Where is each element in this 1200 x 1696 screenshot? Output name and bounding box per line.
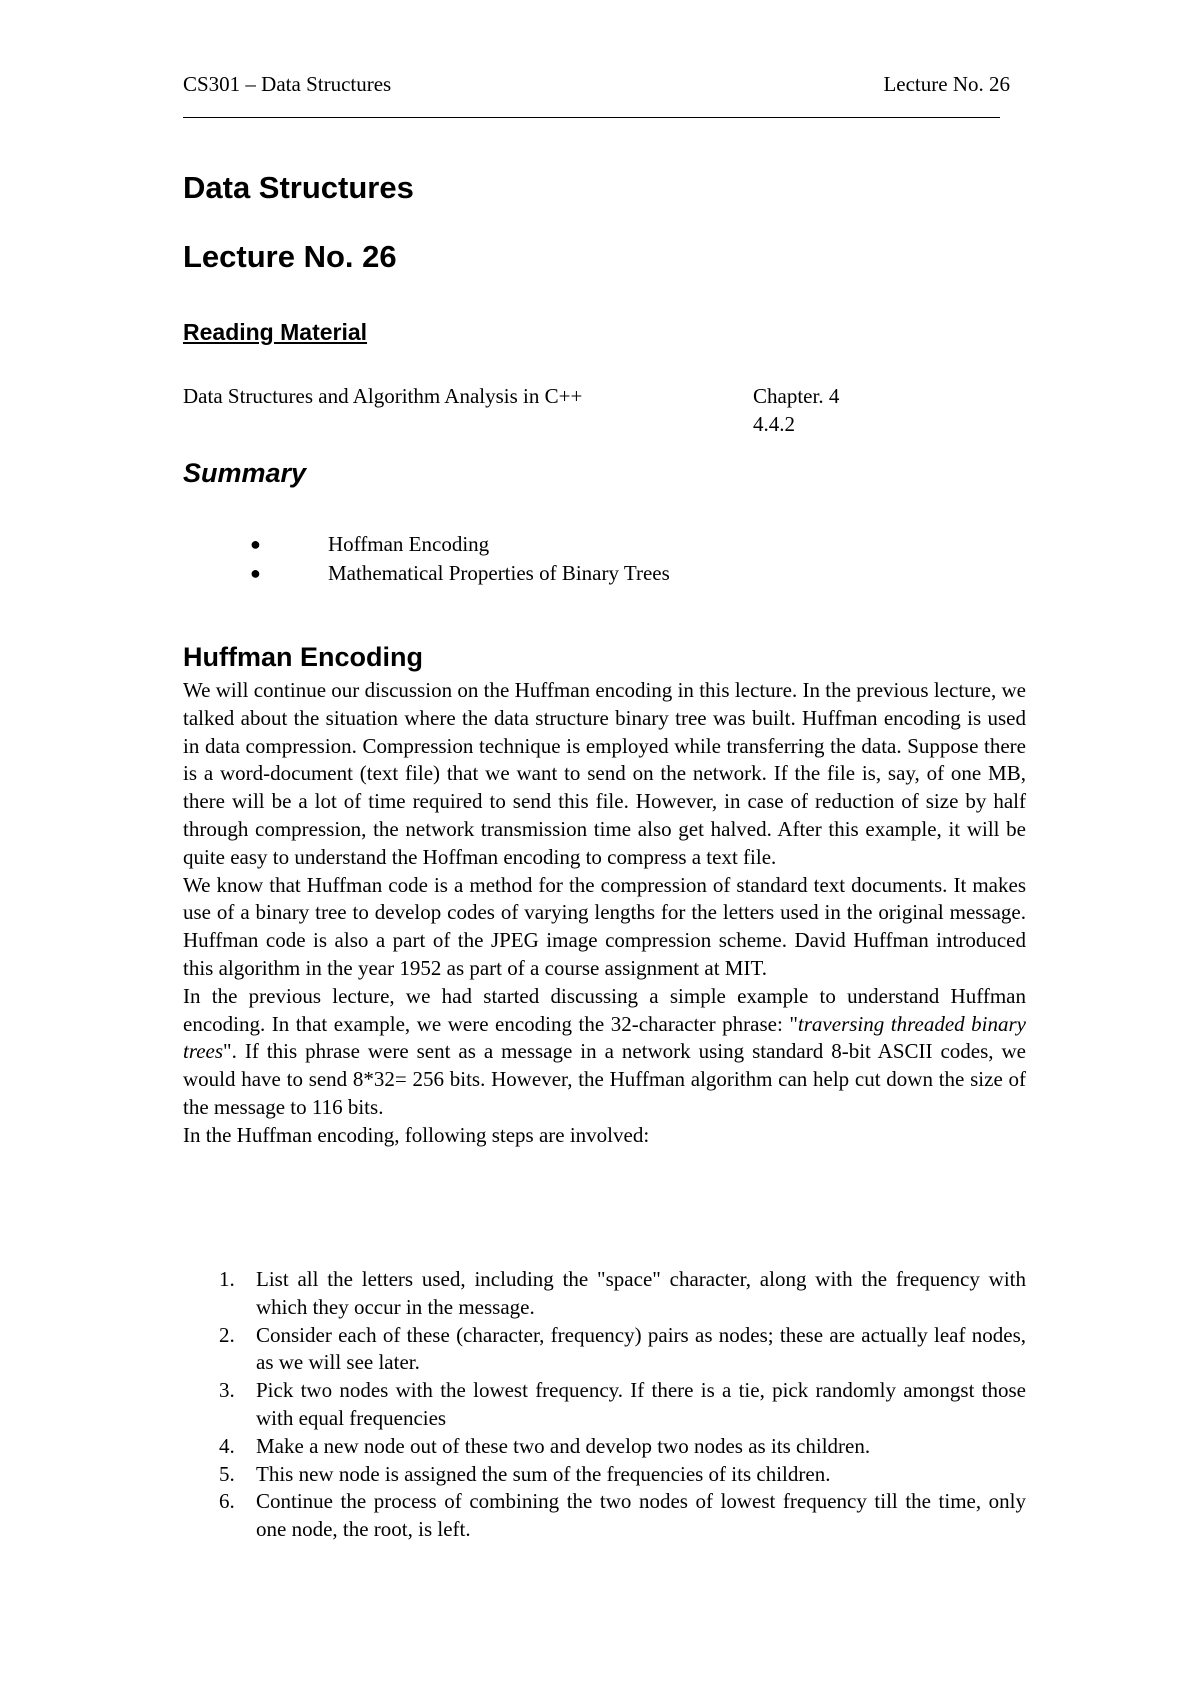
reading-book: Data Structures and Algorithm Analysis in C++ bbox=[183, 384, 583, 408]
paragraph: In the previous lecture, we had started discussing a simple example to understand Huffman encoding. In that example, we were encoding the 32-character phrase: "traversing threaded binary trees". If this phrase were sent as a message in a network using standard 8-bit ASCII codes, we would have to send 8*32= 256 bits. However, the Huffman algorithm can help cut down the size of the message to 116 bits. bbox=[183, 983, 1027, 1119]
huffman-heading: Huffman Encoding bbox=[183, 642, 423, 672]
example-phrase: traversing threaded binary trees bbox=[183, 1011, 1027, 1064]
bullet-icon: ● bbox=[250, 563, 261, 583]
step-item: 6. Continue the process of combining the two nodes of lowest frequency till the time, only one node, the root, is left. bbox=[219, 1489, 1026, 1542]
step-item: 3. Pick two nodes with the lowest frequency. If there is a tie, pick randomly amongst those with equal frequencies bbox=[219, 1378, 1026, 1430]
reading-section: 4.4.2 bbox=[753, 412, 795, 436]
paragraph: In the Huffman encoding, following steps are involved: bbox=[183, 1122, 650, 1147]
header-course: CS301 – Data Structures bbox=[183, 72, 392, 96]
summary-item: ● Mathematical Properties of Binary Trees bbox=[183, 559, 670, 588]
header-rule bbox=[183, 117, 1000, 118]
reading-chapter: Chapter. 4 bbox=[753, 384, 840, 408]
reading-material-heading: Reading Material bbox=[183, 319, 368, 345]
summary-item: ● Hoffman Encoding bbox=[183, 530, 670, 559]
steps-list bbox=[183, 1266, 1026, 1544]
step-item: 5. This new node is assigned the sum of the frequencies of its children. bbox=[219, 1461, 831, 1486]
paragraph: We know that Huffman code is a method for the compression of standard text documents. It makes use of a binary tree to develop codes of varying lengths for the letters used in the original message. Huffman code is also a part of the JPEG image compression scheme. David Huffman introduced this algorithm in the year 1952 as part of a course assignment at MIT. bbox=[183, 872, 1026, 980]
step-item: 2. Consider each of these (character, frequency) pairs as nodes; these are actually leaf nodes, as we will see later. bbox=[219, 1322, 1026, 1375]
bullet-icon: ● bbox=[250, 534, 261, 554]
step-item: 1. List all the letters used, including the "space" character, along with the frequency with which they occur in the message. bbox=[219, 1267, 1026, 1319]
lecture-title: Lecture No. 26 bbox=[183, 239, 397, 274]
summary-list bbox=[183, 530, 670, 588]
summary-heading: Summary bbox=[183, 458, 307, 488]
page-header bbox=[183, 72, 1010, 97]
header-lecture: Lecture No. 26 bbox=[883, 72, 1010, 96]
huffman-body bbox=[183, 677, 1026, 1150]
paragraph: We will continue our discussion on the Huffman encoding in this lecture. In the previous lecture, we talked about the situation where the data structure binary tree was built. Huffman encoding is used in data compression. Compression technique is employed while transferring the data. Suppose there is a word-document (text file) that we want to send on the network. If the file is, say, of one MB, there will be a lot of time required to send this file. However, in case of reduction of size by half through compression, the network transmission time also get halved. After this example, it will be quite easy to understand the Hoffman encoding to compress a text file. bbox=[183, 678, 1026, 869]
step-item: 4. Make a new node out of these two and develop two nodes as its children. bbox=[219, 1433, 871, 1458]
document-title: Data Structures bbox=[183, 170, 414, 205]
